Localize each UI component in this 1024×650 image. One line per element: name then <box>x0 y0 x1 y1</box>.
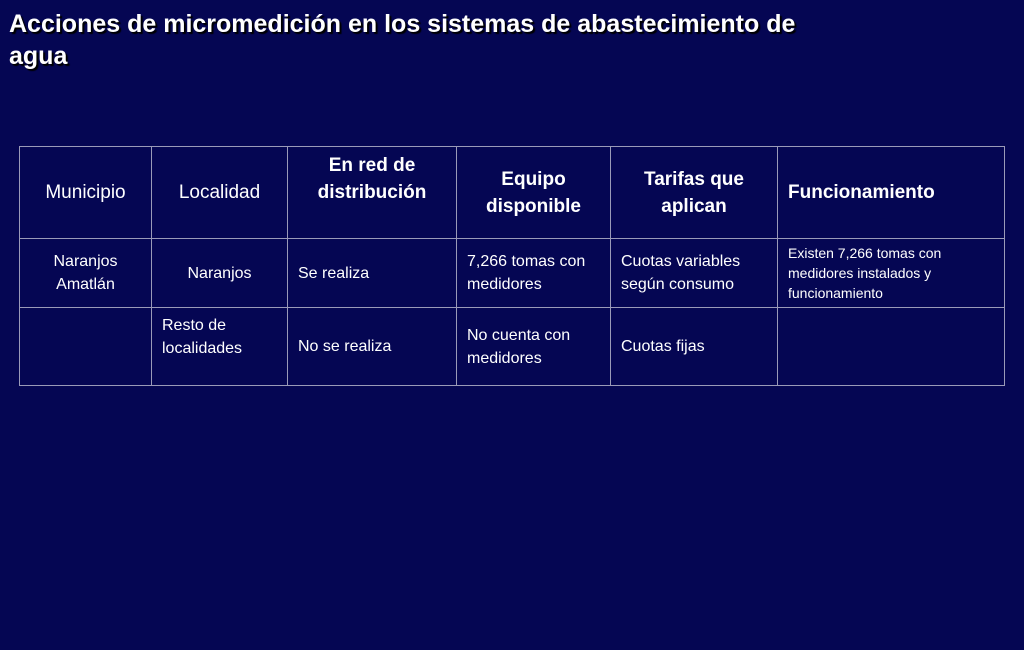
cell-tarifas: Cuotas fijas <box>611 308 778 386</box>
cell-municipio: Naranjos Amatlán <box>20 239 152 308</box>
cell-funcionamiento <box>778 308 1005 386</box>
cell-funcionamiento: Existen 7,266 tomas con medidores instalados y funcionamiento <box>778 239 1005 308</box>
cell-red-distribucion: Se realiza <box>288 239 457 308</box>
slide-title: Acciones de micromedición en los sistemas de abastecimiento de agua <box>9 10 796 70</box>
header-red-distribucion: En red de distribución <box>288 147 457 239</box>
table-row <box>20 239 1005 308</box>
header-funcionamiento: Funcionamiento <box>778 147 1005 239</box>
cell-municipio <box>20 308 152 386</box>
cell-localidad: Resto de localidades <box>152 308 288 386</box>
micromedicion-table <box>19 146 1005 386</box>
header-localidad: Localidad <box>152 147 288 239</box>
cell-localidad: Naranjos <box>152 239 288 308</box>
header-equipo-disponible: Equipo disponible <box>457 147 611 239</box>
table-header-row <box>20 147 1005 239</box>
cell-equipo-disponible: No cuenta con medidores <box>457 308 611 386</box>
header-municipio: Municipio <box>20 147 152 239</box>
header-tarifas: Tarifas que aplican <box>611 147 778 239</box>
cell-tarifas: Cuotas variables según consumo <box>611 239 778 308</box>
table-row <box>20 308 1005 386</box>
cell-equipo-disponible: 7,266 tomas con medidores <box>457 239 611 308</box>
cell-red-distribucion: No se realiza <box>288 308 457 386</box>
